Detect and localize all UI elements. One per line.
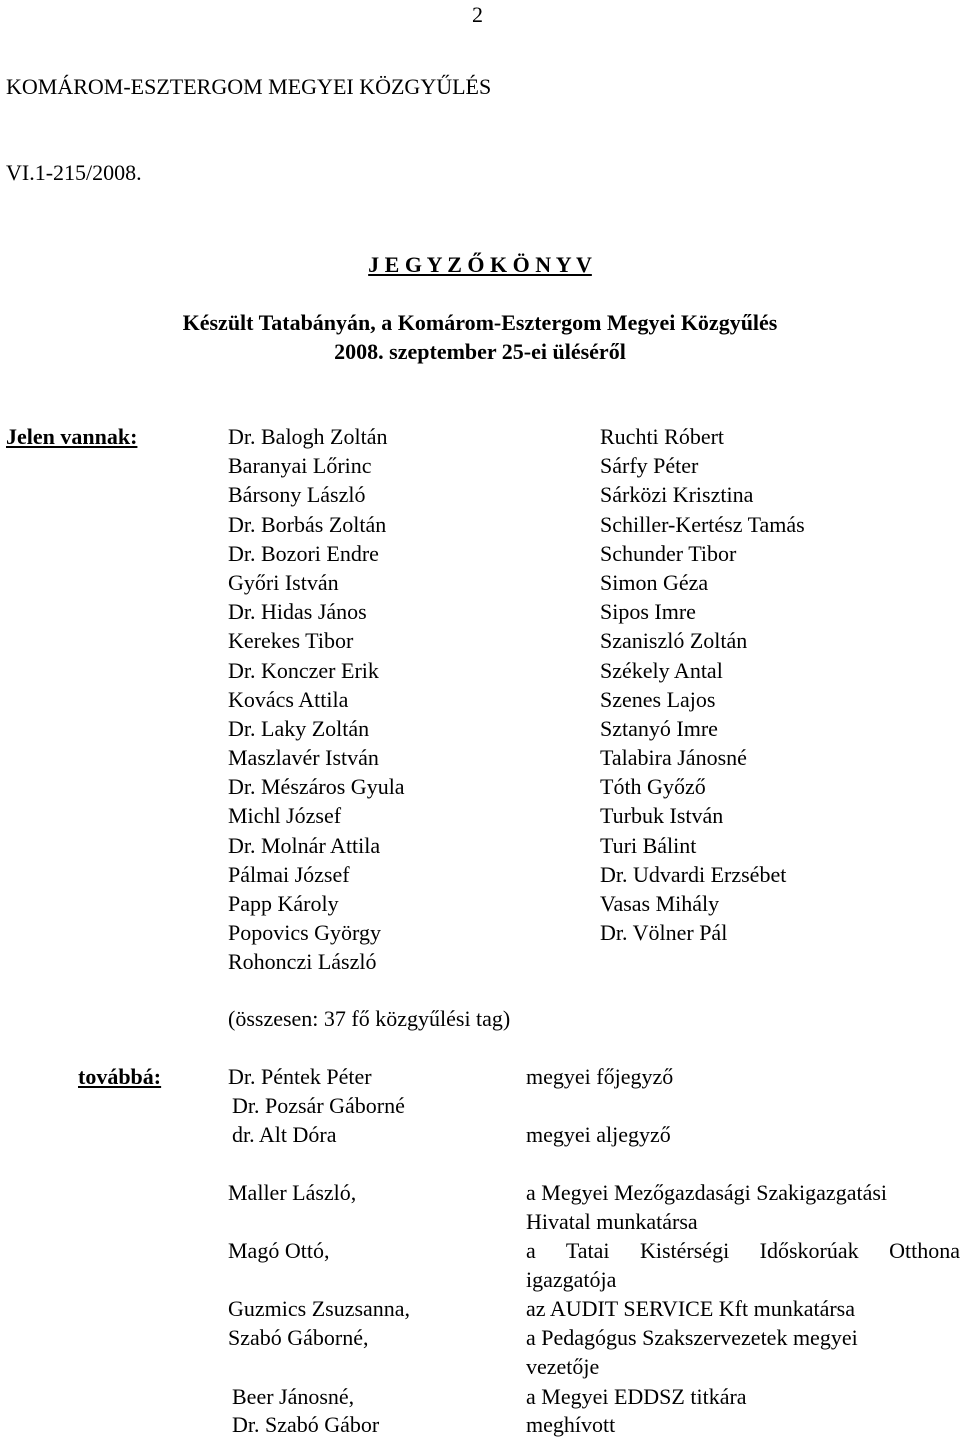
guest-role: a Pedagógus Szakszervezetek megyei xyxy=(526,1325,858,1350)
member-name: Rohonczi László xyxy=(228,949,377,975)
member-name: Papp Károly xyxy=(228,891,339,916)
member-name: Dr. Bozori Endre xyxy=(228,540,379,566)
page-number: 2 xyxy=(472,2,483,27)
member-name: Tóth Győző xyxy=(600,774,706,800)
guest-role-cont: vezetője xyxy=(526,1354,600,1379)
member-name: Sárközi Krisztina xyxy=(600,482,754,508)
guest-role: a Megyei EDDSZ titkára xyxy=(526,1384,747,1409)
member-name: Dr. Balogh Zoltán xyxy=(228,424,388,449)
member-name: Szenes Lajos xyxy=(600,686,716,712)
member-name: Michl József xyxy=(228,803,342,829)
assembly-name: KOMÁROM-ESZTERGOM MEGYEI KÖZGYŰLÉS xyxy=(6,74,492,99)
member-name: Dr. Hidas János xyxy=(228,599,367,625)
member-name: Turi Bálint xyxy=(600,832,697,858)
member-name: Ruchti Róbert xyxy=(600,424,725,449)
member-name: Dr. Mészáros Gyula xyxy=(228,774,405,800)
member-name: Bársony László xyxy=(228,482,366,508)
member-name: Dr. Molnár Attila xyxy=(228,832,381,858)
guest-role: meghívott xyxy=(526,1412,616,1437)
member-total: (összesen: 37 fő közgyűlési tag) xyxy=(228,1006,511,1031)
member-name: Szaniszló Zoltán xyxy=(600,628,748,654)
subtitle-line-1: Készült Tatabányán, a Komárom-Esztergom Megyei Közgyűlés xyxy=(182,310,778,335)
member-name: Popovics György xyxy=(228,920,381,946)
member-name: Sztanyó Imre xyxy=(600,715,718,741)
present-label: Jelen vannak: xyxy=(6,424,138,449)
official-role: megyei főjegyző xyxy=(526,1064,674,1089)
member-name: Dr. Völner Pál xyxy=(600,920,728,946)
member-name: Dr. Konczer Erik xyxy=(228,657,379,683)
member-name: Győri István xyxy=(228,569,339,595)
official-name: Dr. Péntek Péter xyxy=(228,1064,372,1089)
member-name: Pálmai József xyxy=(228,861,350,887)
member-name: Sipos Imre xyxy=(600,599,696,625)
member-name: Vasas Mihály xyxy=(600,891,720,916)
guest-role: a Megyei Mezőgazdasági Szakigazgatási xyxy=(526,1180,888,1205)
member-name: Dr. Laky Zoltán xyxy=(228,715,370,741)
guest-role-cont: Hivatal munkatársa xyxy=(526,1209,698,1234)
guest-name: Dr. Szabó Gábor xyxy=(232,1412,380,1437)
member-name: Maszlavér István xyxy=(228,745,379,771)
document-title: J E G Y Z Ő K Ö N Y V xyxy=(368,252,592,277)
present-members-right xyxy=(600,422,805,947)
guest-name: Guzmics Zsuzsanna, xyxy=(228,1296,411,1321)
member-name: Dr. Udvardi Erzsébet xyxy=(600,861,787,887)
present-members-left xyxy=(228,422,405,977)
member-name: Dr. Borbás Zoltán xyxy=(228,511,387,537)
further-label: továbbá: xyxy=(78,1064,162,1089)
official-role: megyei aljegyző xyxy=(526,1122,671,1147)
official-name: Dr. Pozsár Gáborné xyxy=(232,1093,405,1118)
guest-role-cont: igazgatója xyxy=(526,1267,617,1292)
member-name: Kovács Attila xyxy=(228,686,349,712)
member-name: Talabira Jánosné xyxy=(600,745,747,771)
official-name: dr. Alt Dóra xyxy=(232,1122,337,1147)
member-name: Schunder Tibor xyxy=(600,540,737,566)
member-name: Sárfy Péter xyxy=(600,453,699,479)
guest-role: a Tatai Kistérségi Időskorúak Otthona xyxy=(526,1238,960,1263)
member-name: Schiller-Kertész Tamás xyxy=(600,511,805,537)
reference-number: VI.1-215/2008. xyxy=(6,160,142,185)
guest-name: Szabó Gáborné, xyxy=(228,1325,369,1350)
guest-role: az AUDIT SERVICE Kft munkatársa xyxy=(526,1296,855,1321)
guest-name: Maller László, xyxy=(228,1180,357,1205)
member-name: Simon Géza xyxy=(600,569,709,595)
member-name: Turbuk István xyxy=(600,803,724,829)
guest-name: Beer Jánosné, xyxy=(232,1384,355,1409)
member-name: Székely Antal xyxy=(600,657,723,683)
guest-name: Magó Ottó, xyxy=(228,1238,330,1263)
member-name: Kerekes Tibor xyxy=(228,628,354,654)
member-name: Baranyai Lőrinc xyxy=(228,453,372,479)
subtitle-line-2: 2008. szeptember 25-ei üléséről xyxy=(334,339,626,364)
